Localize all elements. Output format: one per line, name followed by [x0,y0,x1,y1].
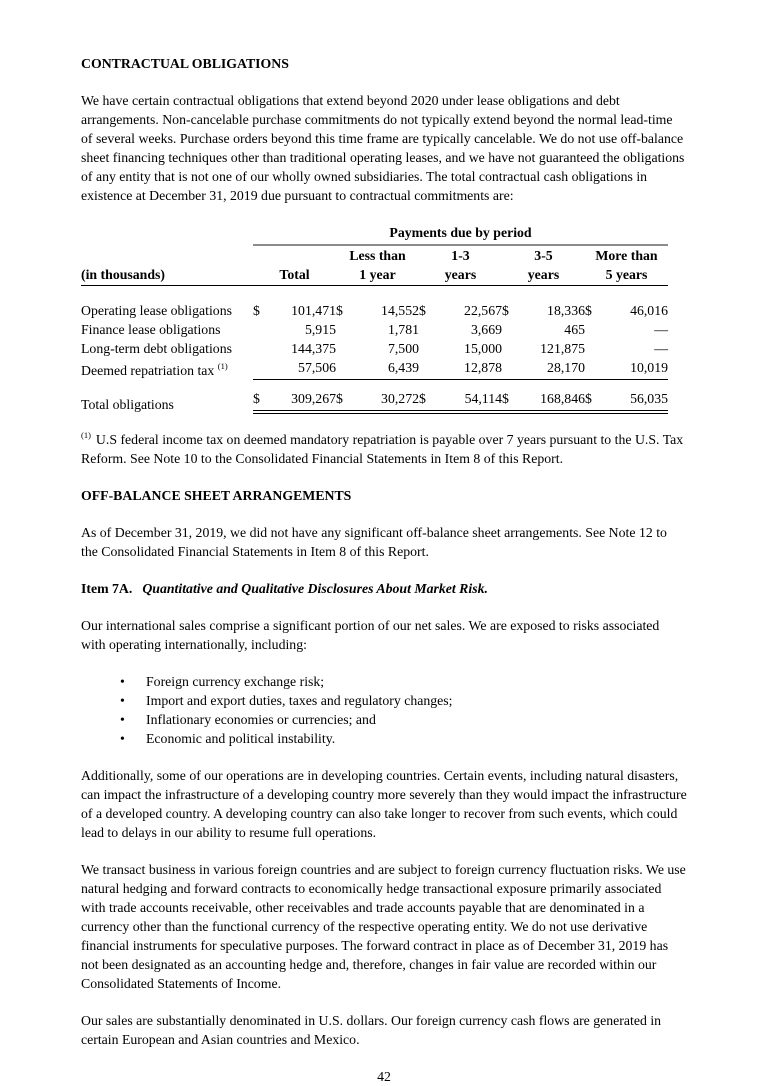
column-header-total: Total [253,246,336,286]
page-number: 42 [377,1069,391,1084]
table-row-operating-lease [81,286,668,320]
contractual-intro-paragraph: We have certain contractual obligations that extend beyond 2020 under lease obligations and debt arrangements. Non-cancelable purchase commitments do not typically extend beyond the normal lead-time of several weeks. Purchase orders beyond this time frame are typically cancelable. We do not use off-balance sheet financing techniques other than traditional operating leases, and we have not guaranteed the obligations of any entity that is not one of our wholly owned subsidiaries. The total contractual cash obligations in existence at December 31, 2019 due pursuant to contractual commitments are: [81,93,685,203]
table-group-header-row [81,223,668,246]
footnote-marker: (1) [81,430,91,440]
item-7a-heading [81,579,687,598]
list-item: • Foreign currency exchange risk; [120,674,325,689]
risk-bullet-list [81,672,687,748]
bullet-marker: • [120,674,125,689]
cell-1-3yr: 15,000 [464,341,502,356]
payments-due-label: Payments due by period [253,223,668,246]
cell-3-5yr: $ 18,336 [502,303,585,318]
bullet-marker: • [120,693,125,708]
table-column-header-row [81,246,668,286]
cell-more-5yr: — [654,341,669,356]
row-label: Finance lease obligations [81,322,221,337]
row-label: Long-term debt obligations [81,341,232,356]
off-balance-sheet-heading: OFF-BALANCE SHEET ARRANGEMENTS [81,488,352,503]
empty-cell [81,223,253,246]
item-7a-label: Item 7A. [81,581,133,596]
developing-countries-paragraph: Additionally, some of our operations are in developing countries. Certain events, including natural disasters, can impact the infrastructure of a developing country more severely than they would impact the infrastructure of a developed country. A developing country can also take longer to recover from such events, which could lead to delays in our ability to resume full operations. [81,768,687,840]
list-item: • Inflationary economies or currencies; and [120,712,376,727]
cell-more-5yr: $ 56,035 [585,380,668,414]
cell-1-3yr: 12,878 [419,358,502,380]
international-sales-paragraph: Our international sales comprise a significant portion of our net sales. We are exposed to risks associated with operating internationally, including: [81,618,660,652]
footnote-reference: (1) [217,361,228,371]
column-header-3-5-years: 3-5 years [502,246,585,286]
cell-3-5yr: 465 [564,322,585,337]
row-label: Total obligations [81,397,174,412]
cell-total: $ 101,471 [253,303,336,318]
cell-less-1yr: $ 14,552 [336,303,419,318]
column-header-more-than-5-years: More than 5 years [585,246,668,286]
footnote-text: U.S federal income tax on deemed mandatory repatriation is payable over 7 years pursuant to the U.S. Tax Reform. See Note 10 to the Consolidated Financial Statements in Item 8 of this Report. [81,432,684,466]
item-7a-title: Quantitative and Qualitative Disclosures About Market Risk. [142,581,488,596]
payments-due-header-cell [253,223,668,246]
currency-hedging-paragraph: We transact business in various foreign countries and are subject to foreign currency fluctuation risks. We use natural hedging and forward contracts to economically hedge transactional exposure primarily associated with trade accounts receivable, other receivables and trade accounts payable that are denominated in a currency other than the functional currency of the respective operating entity. We do not use derivative financial instruments for speculative purposes. The forward contract in place as of December 31, 2019 has not been designated as an accounting hedge and, therefore, changes in fair value are recorded within our Consolidated Statements of Income. [81,862,686,991]
row-label: Operating lease obligations [81,303,232,318]
column-header-less-than-1-year: Less than 1 year [336,246,419,286]
cell-more-5yr: — [654,322,669,337]
footnote-1 [81,430,687,468]
contractual-obligations-heading: CONTRACTUAL OBLIGATIONS [81,56,289,71]
cell-3-5yr: 28,170 [502,358,585,380]
cell-more-5yr: 10,019 [585,358,668,380]
cell-less-1yr: $ 30,272 [336,380,419,414]
table-row-long-term-debt [81,339,668,358]
cell-less-1yr: 7,500 [387,341,419,356]
in-thousands-label: (in thousands) [81,265,253,286]
cell-3-5yr: 121,875 [540,341,585,356]
cell-total: 144,375 [291,341,336,356]
unit-label-cell [81,246,253,286]
cell-1-3yr: 3,669 [470,322,502,337]
cell-1-3yr: $ 22,567 [419,303,502,318]
cell-less-1yr: 1,781 [387,322,419,337]
cell-less-1yr: 6,439 [336,358,419,380]
contractual-obligations-table [81,223,668,414]
column-header-1-3-years: 1-3 years [419,246,502,286]
list-item: • Economic and political instability. [120,731,336,746]
table-row-total-obligations [81,380,668,414]
cell-1-3yr: $ 54,114 [419,380,502,414]
cell-total: 5,915 [304,322,336,337]
cell-total: $ 309,267 [253,380,336,414]
cell-more-5yr: $ 46,016 [585,303,669,318]
list-item: • Import and export duties, taxes and regulatory changes; [120,693,453,708]
off-balance-sheet-paragraph: As of December 31, 2019, we did not have any significant off-balance sheet arrangements. See Note 12 to the Consolidated Financial Statements in Item 8 of this Report. [81,525,667,559]
table-row-finance-lease [81,320,668,339]
table-row-deemed-repatriation-tax [81,358,668,380]
bullet-marker: • [120,712,125,727]
usd-sales-paragraph: Our sales are substantially denominated in U.S. dollars. Our foreign currency cash flows are generated in certain European and Asian countries and Mexico. [81,1013,662,1047]
cell-3-5yr: $ 168,846 [502,380,585,414]
cell-total: 57,506 [253,358,336,380]
bullet-marker: • [120,731,125,746]
row-label: Deemed repatriation tax $^{(1)}$ [81,361,228,378]
